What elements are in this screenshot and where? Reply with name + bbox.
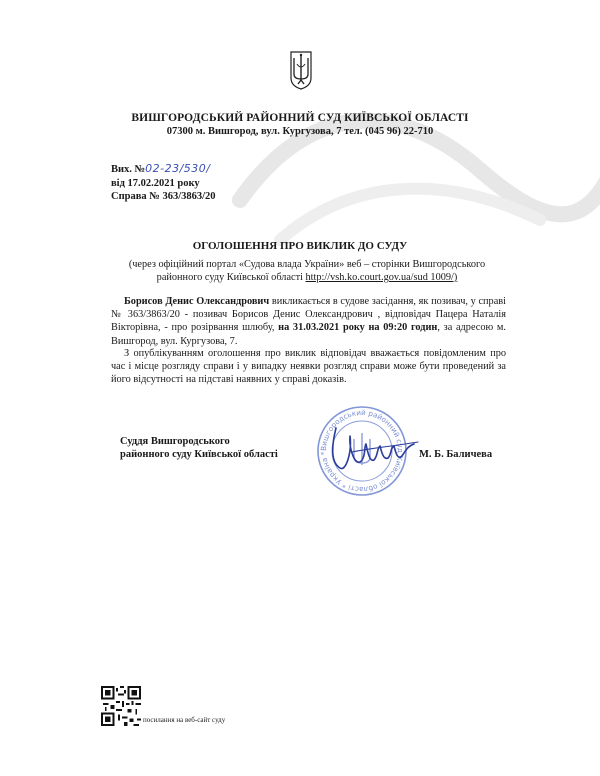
judge-name: М. Б. Баличева (419, 449, 493, 460)
outgoing-number-handwritten: 02-23/530/ (145, 162, 211, 175)
portal-note (112, 258, 502, 284)
plaintiff-name: Борисов Денис Олександрович (124, 296, 270, 307)
portal-link[interactable]: http://vsh.ko.court.gov.ua/sud 1009/) (305, 272, 458, 283)
outgoing-reference (111, 162, 216, 204)
qr-code[interactable] (101, 686, 141, 726)
court-address: 07300 м. Вишгород, вул. Кургузова, 7 тел. (045 96) 22-710 (166, 126, 434, 137)
summons-text-a: викликається в судове засідання, як позивач, у справі № 363/3863/20 - позивач Борисов Денис Олександрович , відповідач Пацера Наталія Вікторівна, - про розірвання шлюбу, (111, 296, 506, 334)
judge-signature (322, 422, 422, 474)
court-name: ВИШГОРОДСЬКИЙ РАЙОННИЙ СУД КИЇВСЬКОЇ ОБЛАСТІ (131, 112, 469, 124)
notification-text: З опублікуванням оголошення про виклик відповідач вважається повідомленим про час і місце розгляду справи і у випадку неявки розгляд справи може бути проведений за його відсутності на підставі наявних у справі доказів. (111, 348, 506, 386)
summons-text-b: , за адресою м. Вишгород, вул. Кургузова, 7. (111, 322, 506, 347)
hearing-datetime: на 31.03.2021 року на 09:20 годин (278, 322, 438, 334)
background-watermark (220, 60, 600, 260)
trident-emblem-icon (289, 50, 313, 90)
qr-caption: посилання на веб-сайт суду (143, 716, 226, 724)
notification-paragraph (111, 347, 506, 387)
judge-title-line2: районного суду Київської області (120, 449, 278, 460)
judge-title (120, 435, 278, 461)
notice-title: ОГОЛОШЕННЯ ПРО ВИКЛИК ДО СУДУ (192, 240, 408, 252)
outgoing-number-label: Вих. № (111, 164, 146, 175)
seal-text: Вишгородський районний суд Київської області * Україна * (318, 407, 406, 495)
outgoing-date: від 17.02.2021 року (111, 177, 200, 189)
portal-note-text: (через офіційний портал «Судова влада України» веб – сторінки Вишгородського районного суду Київської області (128, 259, 486, 283)
judge-title-line1: Суддя Вишгородського (120, 436, 230, 447)
outgoing-number-line (111, 162, 216, 177)
summons-paragraph (111, 295, 506, 348)
case-number: Справа № 363/3863/20 (111, 191, 216, 202)
